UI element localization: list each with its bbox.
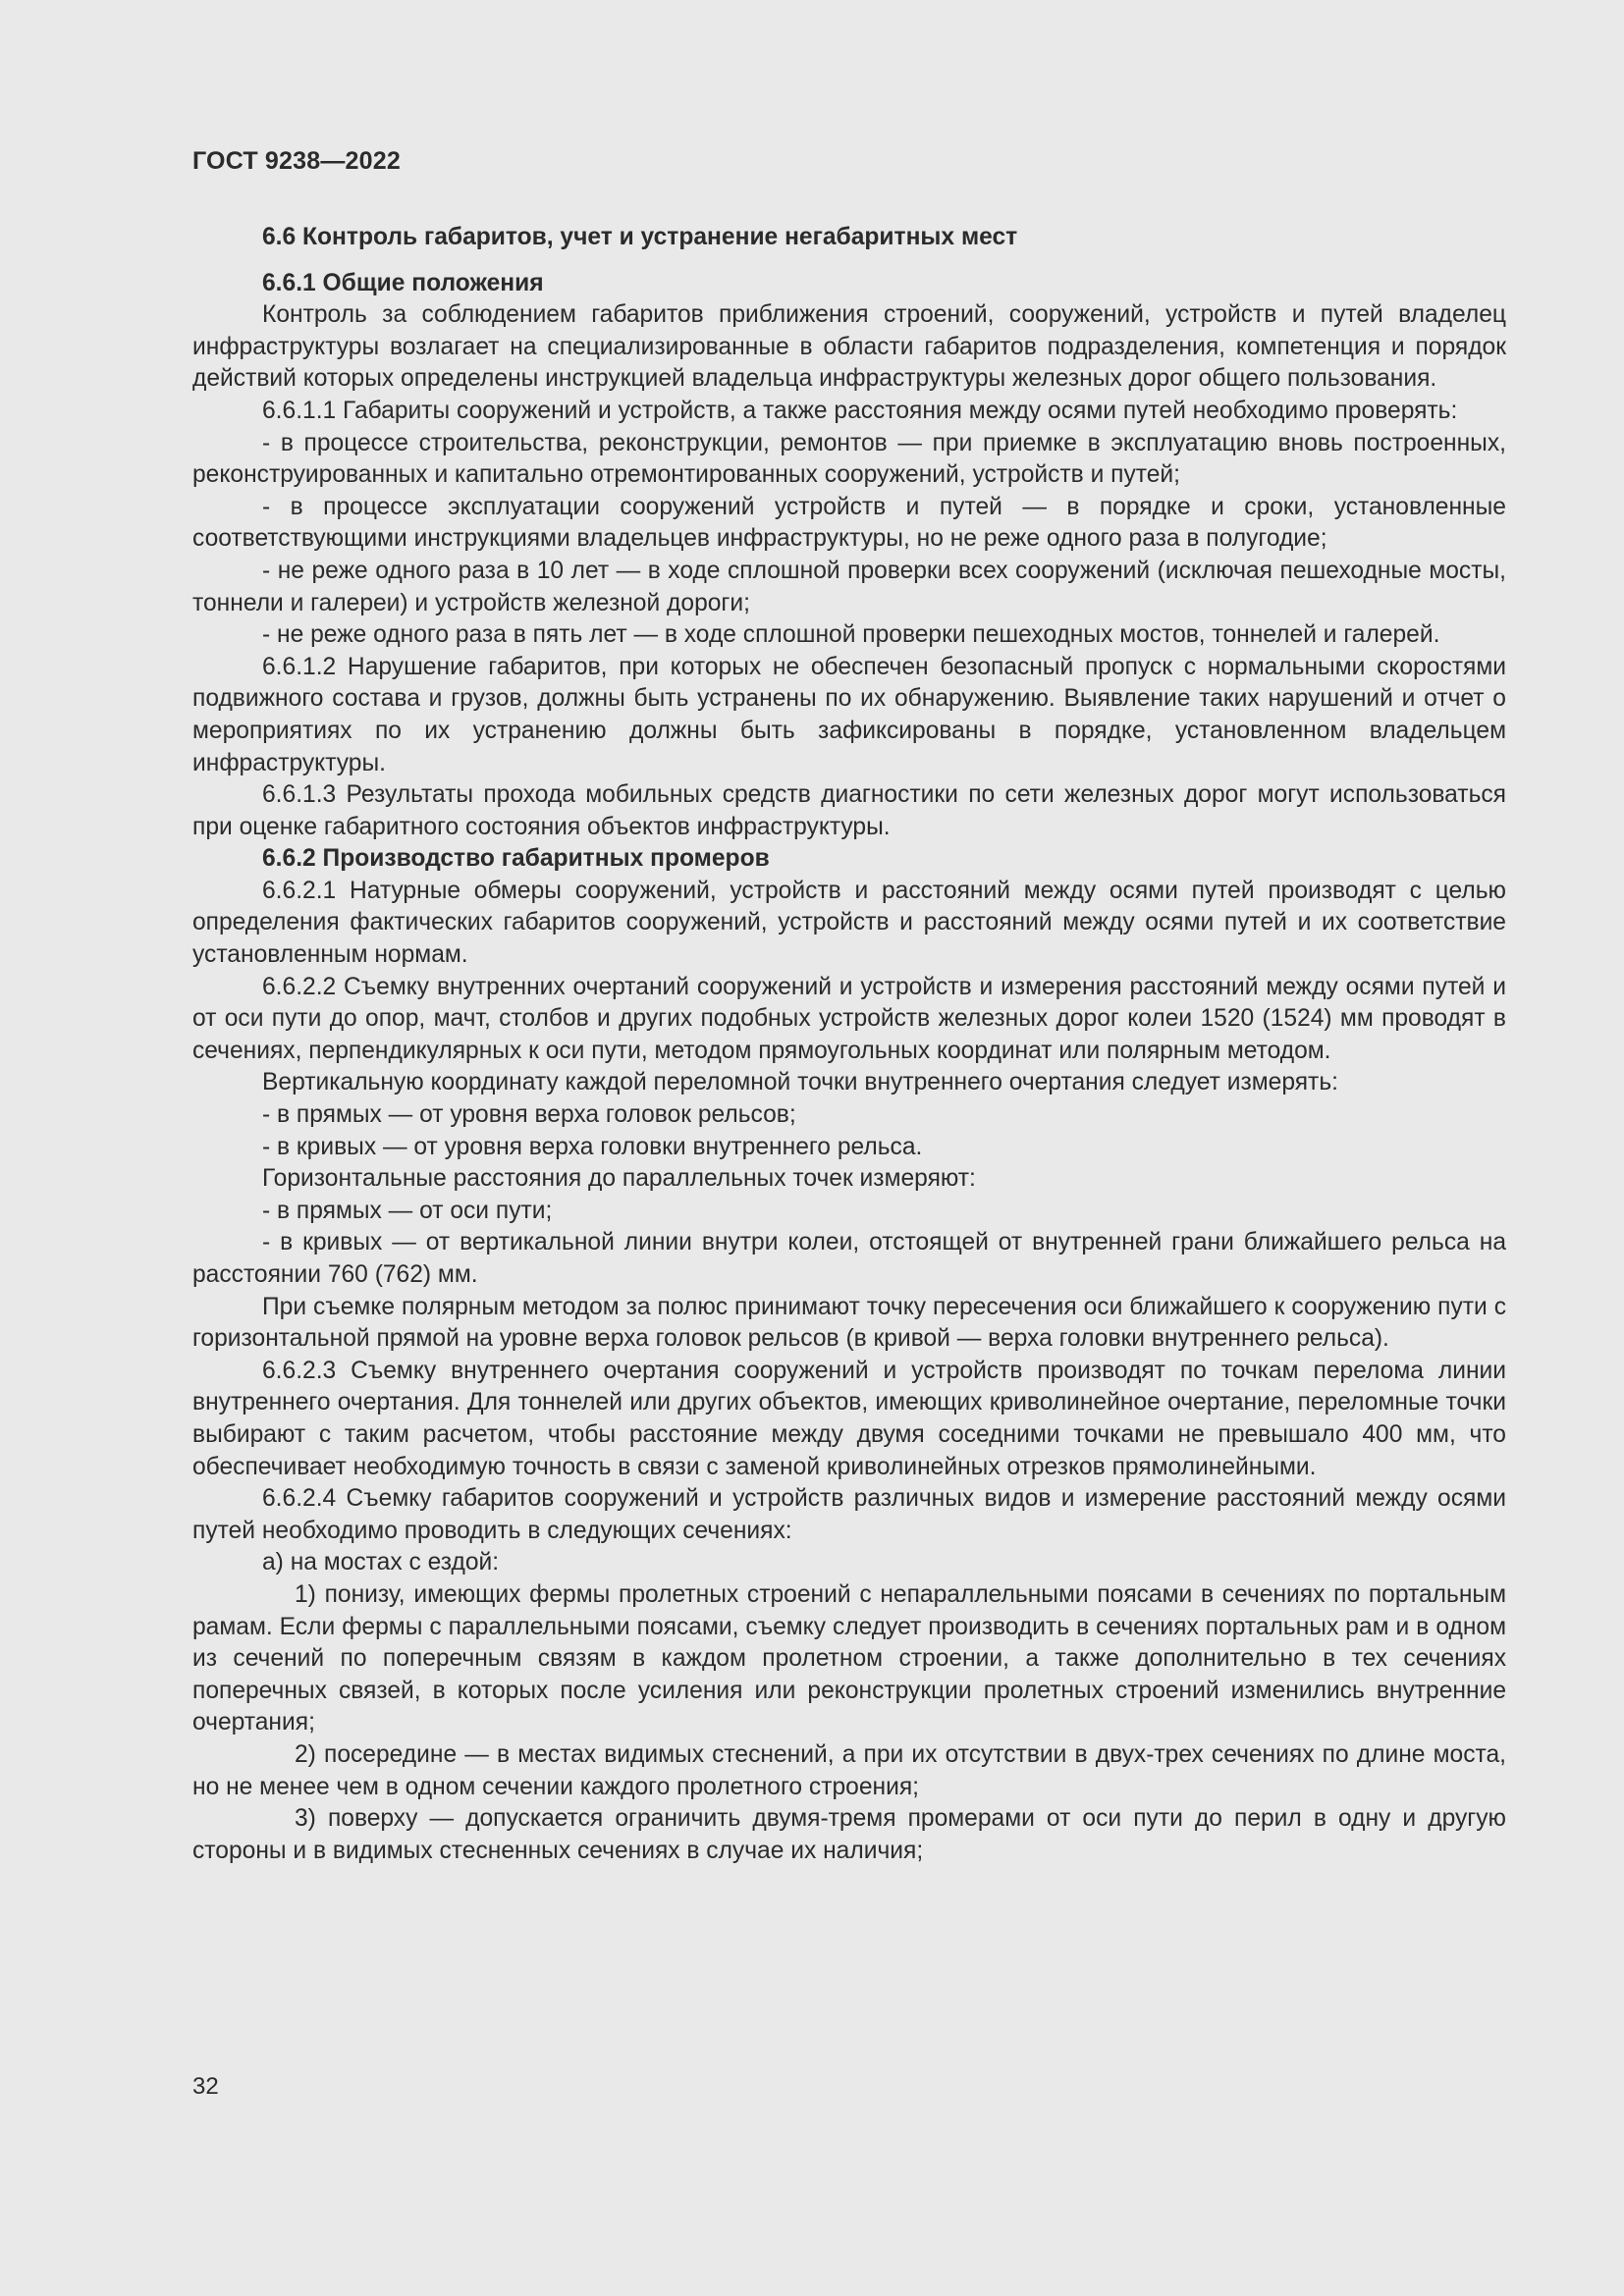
paragraph: 6.6.2.1 Натурные обмеры сооружений, устройств и расстояний между осями путей производят с целью определения фактических габаритов сооружений, устройств и расстояний между осями путей и их соответствие установленным нормам. xyxy=(192,877,1506,969)
paragraph: 6.6.1.1 Габариты сооружений и устройств, а также расстояния между осями путей необходимо проверять: xyxy=(262,397,1458,424)
subsection-title: 6.6.2 Производство габаритных промеров xyxy=(262,845,770,873)
paragraph: 6.6.1.3 Результаты прохода мобильных средств диагностики по сети железных дорог могут использоваться при оценке габаритного состояния объектов инфраструктуры. xyxy=(192,781,1506,840)
document-body xyxy=(192,222,1506,1867)
list-item: - не реже одного раза в 10 лет — в ходе сплошной проверки всех сооружений (исключая пешеходные мосты, тоннели и галереи) и устройств железной дороги; xyxy=(192,557,1506,616)
paragraph: Вертикальную координату каждой переломной точки внутреннего очертания следует измерять: xyxy=(262,1069,1338,1096)
paragraph: При съемке полярным методом за полюс принимают точку пересечения оси ближайшего к сооружению пути с горизонтальной прямой на уровне верха головок рельсов (в кривой — верха головки внутреннего рельса). xyxy=(192,1293,1506,1353)
subsection-title: 6.6.1 Общие положения xyxy=(262,269,544,296)
list-item: 2) посередине — в местах видимых стеснений, а при их отсутствии в двух-трех сечениях по длине моста, но не менее чем в одном сечении каждого пролетного строения; xyxy=(192,1740,1506,1800)
paragraph: Контроль за соблюдением габаритов приближения строений, сооружений, устройств и путей владелец инфраструктуры возлагает на специализированные в области габаритов подразделения, компетенция и порядок действий которых определены инструкцией владельца инфраструктуры железных дорог общего пользования. xyxy=(192,301,1506,393)
document-header: ГОСТ 9238—2022 xyxy=(192,147,401,175)
list-item: - не реже одного раза в пять лет — в ходе сплошной проверки пешеходных мостов, тоннелей и галерей. xyxy=(262,621,1440,649)
paragraph: Горизонтальные расстояния до параллельных точек измеряют: xyxy=(262,1165,976,1193)
list-item: - в процессе строительства, реконструкции, ремонтов — при приемке в эксплуатацию вновь построенных, реконструированных и капитально отремонтированных сооружений, устройств и путей; xyxy=(192,429,1506,489)
paragraph: 6.6.2.2 Съемку внутренних очертаний сооружений и устройств и измерения расстояний между осями путей и от оси пути до опор, мачт, столбов и других подобных устройств железных дорог колеи 1520 (1524) мм проводят в сечениях, перпендикулярных к оси пути, методом прямоугольных координат или полярным методом. xyxy=(192,973,1506,1064)
list-item: - в прямых — от оси пути; xyxy=(262,1197,553,1224)
section-title: 6.6 Контроль габаритов, учет и устранение негабаритных мест xyxy=(262,224,1018,250)
paragraph: 6.6.2.4 Съемку габаритов сооружений и устройств различных видов и измерение расстояний между осями путей необходимо проводить в следующих сечениях: xyxy=(192,1485,1506,1544)
list-item: а) на мостах с ездой: xyxy=(262,1549,500,1576)
list-item: - в процессе эксплуатации сооружений устройств и путей — в порядке и сроки, установленные соответствующими инструкциями владельцев инфраструктуры, но не реже одного раза в полугодие; xyxy=(192,493,1506,553)
paragraph: 6.6.1.2 Нарушение габаритов, при которых не обеспечен безопасный пропуск с нормальными скоростями подвижного состава и грузов, должны быть устранены по их обнаружению. Выявление таких нарушений и отчет о мероприятиях по их устранению должны быть зафиксированы в порядке, установленном владельцем инфраструктуры. xyxy=(192,653,1506,776)
paragraph: 6.6.2.3 Съемку внутреннего очертания сооружений и устройств производят по точкам перелома линии внутреннего очертания. Для тоннелей или других объектов, имеющих криволинейное очертание, переломные точки выбирают с таким расчетом, чтобы расстояние между двумя соседними точками не превышало 400 мм, что обеспечивает необходимую точность в связи с заменой криволинейных отрезков прямолинейными. xyxy=(192,1357,1506,1480)
list-item: 3) поверху — допускается ограничить двумя-тремя промерами от оси пути до перил в одну и другую стороны и в видимых стесненных сечениях в случае их наличия; xyxy=(192,1805,1506,1864)
page-number: 32 xyxy=(192,2073,219,2100)
list-item: 1) понизу, имеющих фермы пролетных строений с непараллельными поясами в сечениях по портальным рамам. Если фермы с параллельными поясами, съемку следует производить в сечениях портальных рам и в одном из сечений по поперечным связям в каждом пролетном строении, а также дополнительно в тех сечениях поперечных связей, в которых после усиления или реконструкции пролетных строений изменились внутренние очертания; xyxy=(192,1580,1506,1736)
list-item: - в кривых — от уровня верха головки внутреннего рельса. xyxy=(262,1133,923,1160)
list-item: - в прямых — от уровня верха головок рельсов; xyxy=(262,1101,796,1129)
list-item: - в кривых — от вертикальной линии внутри колеи, отстоящей от внутренней грани ближайшего рельса на расстоянии 760 (762) мм. xyxy=(192,1229,1506,1288)
